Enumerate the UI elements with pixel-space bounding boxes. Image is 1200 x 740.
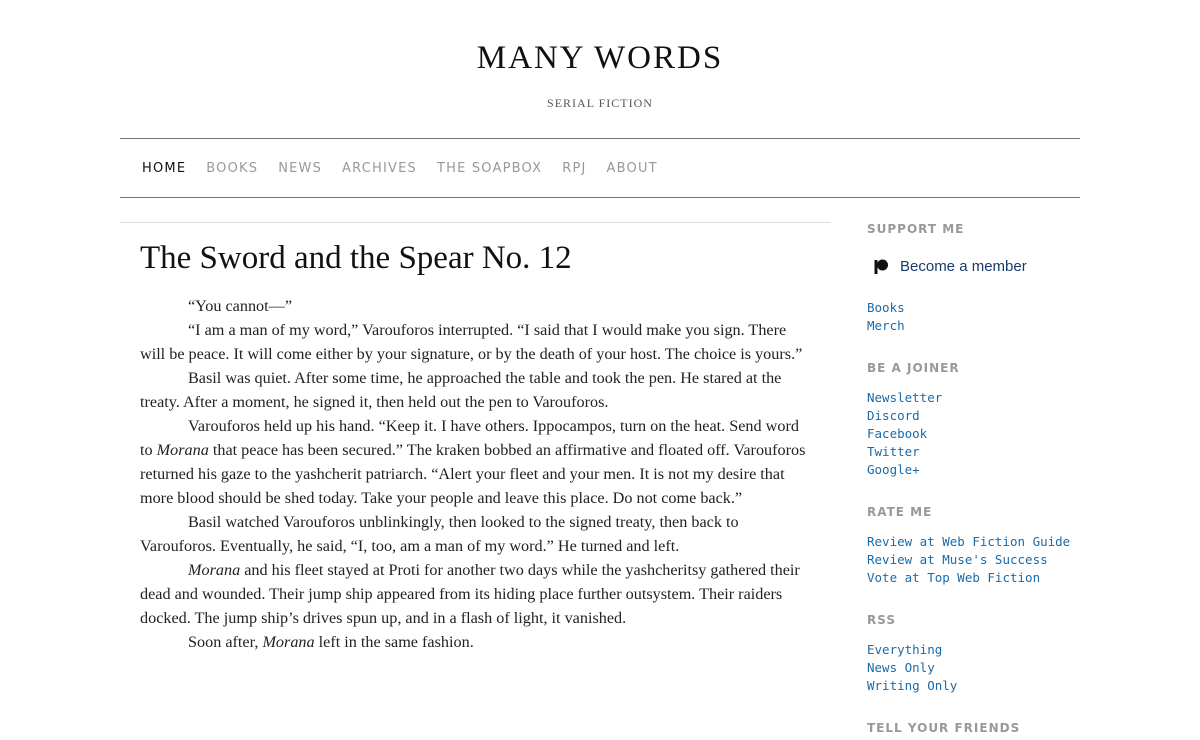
- text-run: that peace has been secured.” The kraken bobbed an affirmative and floated off. Varouforos returned his gaze to the yashcherit patriarch. “Alert your fleet and your men. It is not my desire that more blood should be shed today. Take your people and leave this place. Do not come back.”: [140, 441, 806, 507]
- post-title[interactable]: The Sword and the Spear No. 12: [140, 240, 572, 276]
- sidebar-link-discord[interactable]: Discord: [867, 408, 920, 423]
- become-member-button[interactable]: [867, 258, 1167, 275]
- sidebar-link-merch[interactable]: Merch: [867, 318, 905, 333]
- sidebar-link-rss-news[interactable]: News Only: [867, 660, 935, 675]
- sidebar-link-muses-success[interactable]: Review at Muse's Success: [867, 552, 1048, 567]
- become-member-label: Become a member: [900, 258, 1027, 275]
- paragraph: “I am a man of my word,” Varouforos interrupted. “I said that I would make you sign. There will be peace. It will come either by your signature, or by the death of your host. The choice is yours.”: [140, 321, 803, 363]
- content-divider: [120, 222, 831, 223]
- paragraph: [140, 558, 815, 630]
- text-run: and his fleet stayed at Proti for another two days while the yashcheritsy gathered their dead and wounded. Their jump ship appeared from its hiding place further outsystem. Their raiders docked. The jump ship’s drives spun up, and in a flash of light, it vanished.: [140, 561, 800, 627]
- text-run: Soon after,: [188, 633, 263, 651]
- paragraph: [140, 414, 815, 510]
- nav-about[interactable]: ABOUT: [606, 160, 658, 176]
- paragraph: Basil was quiet. After some time, he approached the table and took the pen. He stared at the treaty. After a moment, he signed it, then held out the pen to Varouforos.: [140, 369, 782, 411]
- rss-heading: RSS: [867, 613, 896, 627]
- sidebar-link-google-plus[interactable]: Google+: [867, 462, 920, 477]
- sidebar-link-books[interactable]: Books: [867, 300, 905, 315]
- ship-name: Morana: [156, 441, 209, 459]
- sidebar: [867, 222, 1167, 735]
- sidebar-link-facebook[interactable]: Facebook: [867, 426, 928, 441]
- patreon-icon: [874, 259, 888, 275]
- nav-news[interactable]: NEWS: [278, 160, 323, 176]
- nav-archives[interactable]: ARCHIVES: [342, 160, 417, 176]
- friends-heading: TELL YOUR FRIENDS: [867, 721, 1021, 735]
- nav-home[interactable]: HOME: [142, 160, 187, 176]
- support-heading: SUPPORT ME: [867, 222, 965, 236]
- ship-name: Morana: [262, 633, 315, 651]
- sidebar-link-rss-everything[interactable]: Everything: [867, 642, 943, 657]
- ship-name: Morana: [188, 561, 241, 579]
- joiner-heading: BE A JOINER: [867, 361, 960, 375]
- sidebar-link-newsletter[interactable]: Newsletter: [867, 390, 943, 405]
- post-body: [140, 294, 815, 654]
- sidebar-link-top-web-fiction[interactable]: Vote at Top Web Fiction: [867, 570, 1041, 585]
- paragraph: Basil watched Varouforos unblinkingly, then looked to the signed treaty, then back to Varouforos. Eventually, he said, “I, too, am a man of my word.” He turned and left.: [140, 513, 739, 555]
- paragraph: “You cannot—”: [188, 297, 293, 315]
- nav-books[interactable]: BOOKS: [206, 160, 259, 176]
- nav-rpj[interactable]: RPJ: [562, 160, 587, 176]
- text-run: Varouforos held up his hand. “Keep it. I have others. Ippocampos, turn on the heat. Send word to: [140, 417, 799, 459]
- rate-heading: RATE ME: [867, 505, 933, 519]
- sidebar-link-rss-writing[interactable]: Writing Only: [867, 678, 958, 693]
- sidebar-link-twitter[interactable]: Twitter: [867, 444, 920, 459]
- text-run: left in the same fashion.: [314, 633, 474, 651]
- main-nav: [120, 138, 1080, 198]
- sidebar-link-web-fiction-guide[interactable]: Review at Web Fiction Guide: [867, 534, 1071, 549]
- site-tagline: SERIAL FICTION: [547, 96, 653, 110]
- paragraph: [140, 630, 815, 654]
- site-title[interactable]: MANY WORDS: [476, 40, 724, 76]
- nav-the-soapbox[interactable]: THE SOAPBOX: [436, 160, 543, 176]
